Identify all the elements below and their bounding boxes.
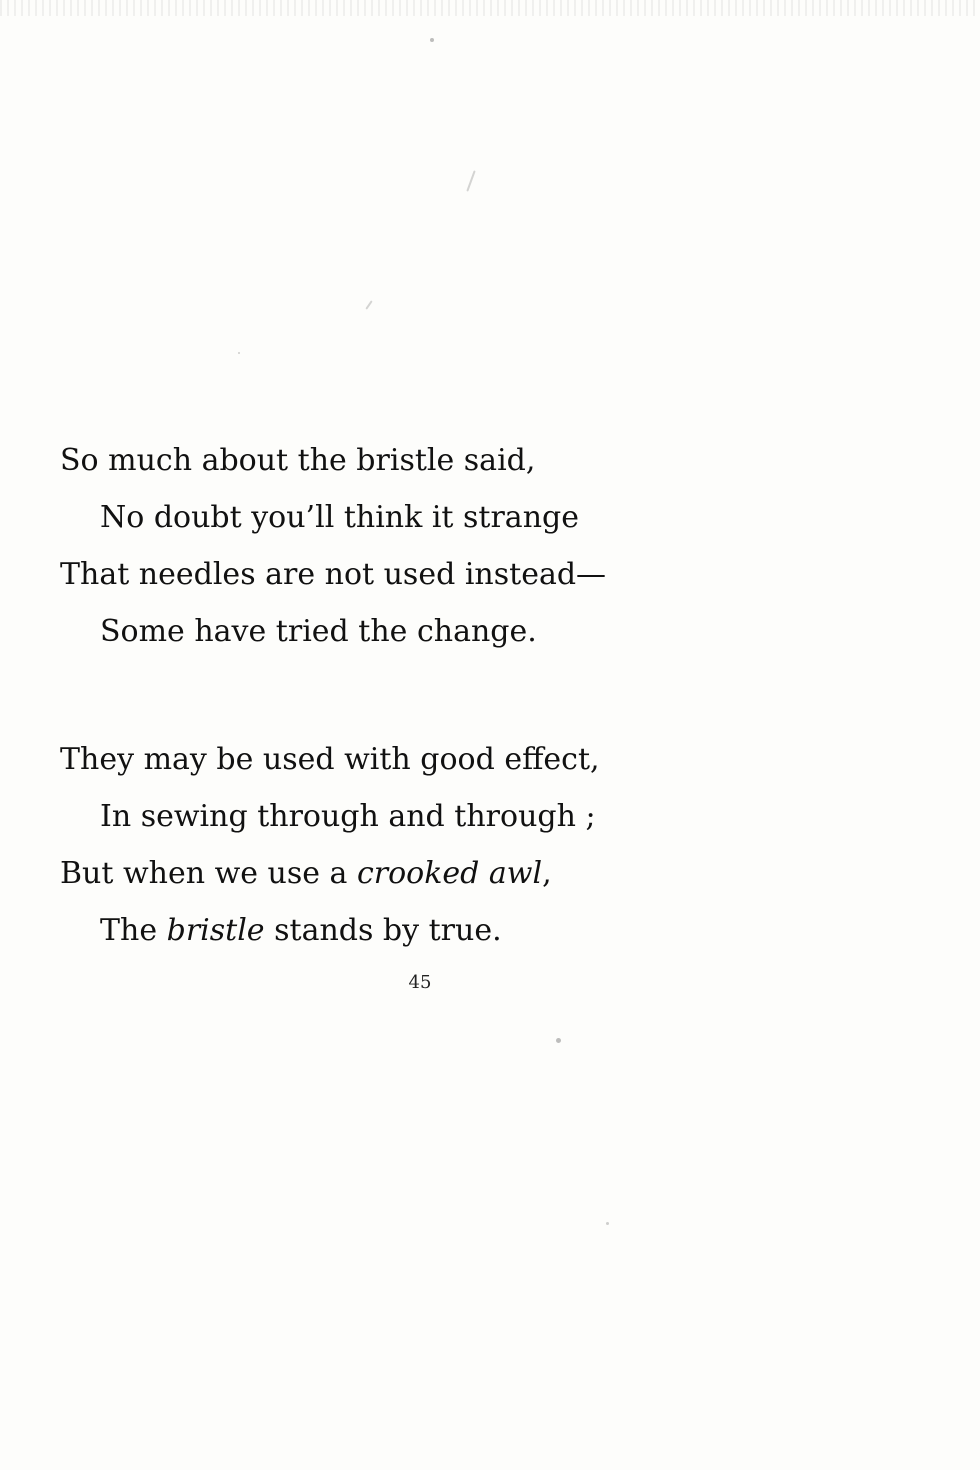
page-number: 45 — [408, 972, 432, 993]
stanza-1 — [60, 432, 760, 660]
poem-line-text: But when we use a — [60, 856, 357, 891]
dust-speck — [430, 38, 434, 42]
poem-line: No doubt you’ll think it strange — [100, 500, 579, 535]
poem-line: So much about the bristle said, — [60, 443, 536, 478]
dust-speck — [466, 170, 475, 191]
poem-line: In sewing through and through ; — [100, 799, 596, 834]
poem-line — [60, 902, 760, 959]
poem-line-text: , — [542, 856, 552, 891]
poem-line-text: stands by true. — [264, 913, 502, 948]
stanza-2 — [60, 731, 760, 959]
dust-speck — [606, 1222, 609, 1225]
poem-line-text: The — [100, 913, 167, 948]
dust-speck — [365, 300, 372, 309]
poem-line: They may be used with good effect, — [60, 742, 600, 777]
poem — [60, 432, 760, 959]
dust-speck — [556, 1038, 561, 1043]
scan-edge-noise — [0, 0, 980, 16]
poem-line-italic: crooked awl — [356, 856, 543, 891]
poem-line: That needles are not used instead— — [60, 557, 607, 592]
poem-line: Some have tried the change. — [100, 614, 537, 649]
poem-line-italic: bristle — [166, 913, 265, 948]
poem-line — [60, 845, 760, 902]
dust-speck — [238, 352, 240, 354]
